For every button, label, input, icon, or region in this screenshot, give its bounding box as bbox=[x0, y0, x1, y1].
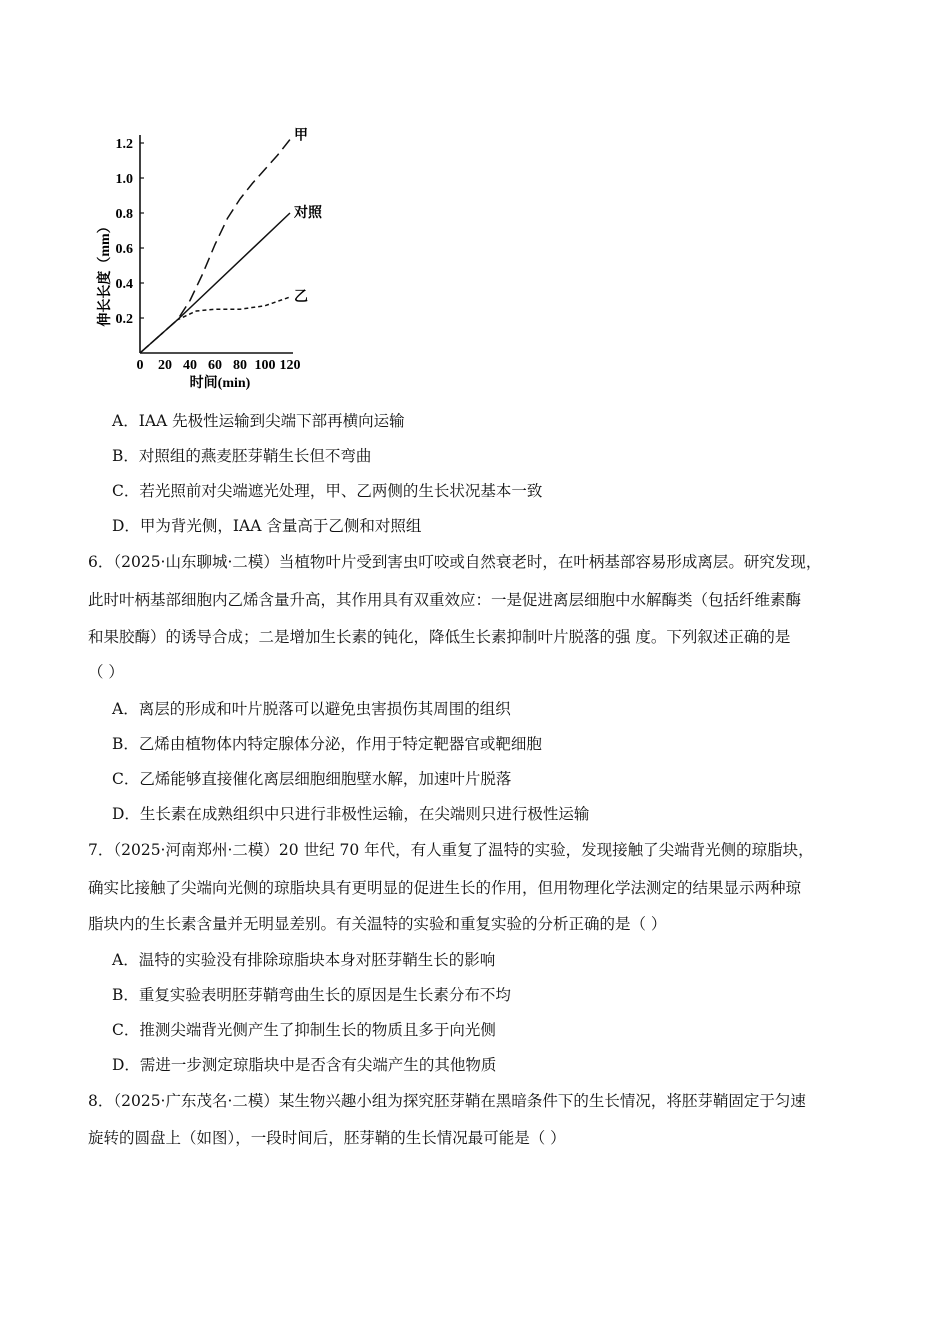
q6-option-c: C．乙烯能够直接催化离层细胞细胞壁水解，加速叶片脱落 bbox=[112, 770, 512, 788]
series-label-2: 对照 bbox=[294, 206, 322, 221]
q6-answer-bracket: （ ） bbox=[88, 663, 124, 681]
q6-stem-line-3: 和果胶酶）的诱导合成；二是增加生长素的钝化，降低生长素抑制叶片脱落的强 度。下列叙述正确的是 bbox=[88, 628, 791, 646]
series-label-3: 乙 bbox=[294, 290, 308, 305]
chart-series bbox=[140, 128, 323, 354]
q7-option-b: B．重复实验表明胚芽鞘弯曲生长的原因是生长素分布不均 bbox=[112, 986, 511, 1004]
q5-option-c: C．若光照前对尖端遮光处理，甲、乙两侧的生长状况基本一致 bbox=[112, 482, 543, 500]
y-tick-label: 1.0 bbox=[115, 172, 133, 187]
q8-stem-line-2: 旋转的圆盘上（如图），一段时间后，胚芽鞘的生长情况最可能是（ ） bbox=[88, 1129, 566, 1147]
q6-stem-line-2: 此时叶柄基部细胞内乙烯含量升高，其作用具有双重效应：一是促进离层细胞中水解酶类（包括纤维素酶 bbox=[88, 591, 802, 609]
x-tick-label: 100 bbox=[254, 358, 276, 373]
series-line-3 bbox=[140, 297, 290, 353]
x-tick-labels bbox=[137, 358, 301, 373]
y-tick-label: 0.6 bbox=[115, 242, 133, 257]
y-axis-label: 伸长长度（mm） bbox=[98, 219, 113, 327]
q5-option-a: A．IAA 先极性运输到尖端下部再横向运输 bbox=[112, 412, 405, 430]
q8-stem-line-1: 8．（2025·广东茂名·二模）某生物兴趣小组为探究胚芽鞘在黑暗条件下的生长情况，将胚芽鞘固定于匀速 bbox=[88, 1092, 806, 1110]
x-tick-label: 60 bbox=[208, 358, 222, 373]
q6-option-d: D．生长素在成熟组织中只进行非极性运输，在尖端则只进行极性运输 bbox=[112, 805, 590, 823]
q5-option-b: B．对照组的燕麦胚芽鞘生长但不弯曲 bbox=[112, 447, 372, 465]
q7-stem-line-3: 脂块内的生长素含量并无明显差别。有关温特的实验和重复实验的分析正确的是（ ） bbox=[88, 915, 667, 933]
series-line-2 bbox=[140, 213, 290, 353]
q6-option-a: A．离层的形成和叶片脱落可以避免虫害损伤其周围的组织 bbox=[112, 700, 511, 718]
q7-option-c: C．推测尖端背光侧产生了抑制生长的物质且多于向光侧 bbox=[112, 1021, 496, 1039]
series-label-1: 甲 bbox=[294, 128, 308, 144]
q6-option-b: B．乙烯由植物体内特定腺体分泌，作用于特定靶器官或靶细胞 bbox=[112, 735, 542, 753]
x-tick-label: 80 bbox=[233, 358, 247, 373]
x-tick-label: 20 bbox=[158, 358, 172, 373]
q5-option-d: D．甲为背光侧，IAA 含量高于乙侧和对照组 bbox=[112, 517, 422, 535]
q7-stem-line-2: 确实比接触了尖端向光侧的琼脂块具有更明显的促进生长的作用，但用物理化学法测定的结果显示两种琼 bbox=[88, 879, 802, 897]
q7-option-a: A．温特的实验没有排除琼脂块本身对胚芽鞘生长的影响 bbox=[112, 951, 496, 969]
y-tick-label: 1.2 bbox=[115, 137, 133, 152]
y-tick-label: 0.4 bbox=[115, 277, 133, 292]
series-line-1 bbox=[140, 140, 290, 354]
x-tick-label: 40 bbox=[183, 358, 197, 373]
q6-stem-line-1: 6．（2025·山东聊城·二模）当植物叶片受到害虫叮咬或自然衰老时，在叶柄基部容易形成离层。研究发现， bbox=[88, 553, 822, 571]
chart-axes bbox=[140, 135, 293, 353]
x-tick-label: 120 bbox=[279, 358, 301, 373]
q7-stem-line-1: 7．（2025·河南郑州·二模）20 世纪 70 年代，有人重复了温特的实验，发现接触了尖端背光侧的琼脂块， bbox=[88, 841, 814, 859]
x-tick-label: 0 bbox=[136, 358, 144, 373]
y-tick-label: 0.2 bbox=[115, 312, 133, 327]
x-axis-label: 时间(min) bbox=[189, 376, 251, 391]
growth-chart bbox=[95, 125, 335, 400]
q7-option-d: D．需进一步测定琼脂块中是否含有尖端产生的其他物质 bbox=[112, 1056, 497, 1074]
y-tick-label: 0.8 bbox=[115, 207, 133, 222]
